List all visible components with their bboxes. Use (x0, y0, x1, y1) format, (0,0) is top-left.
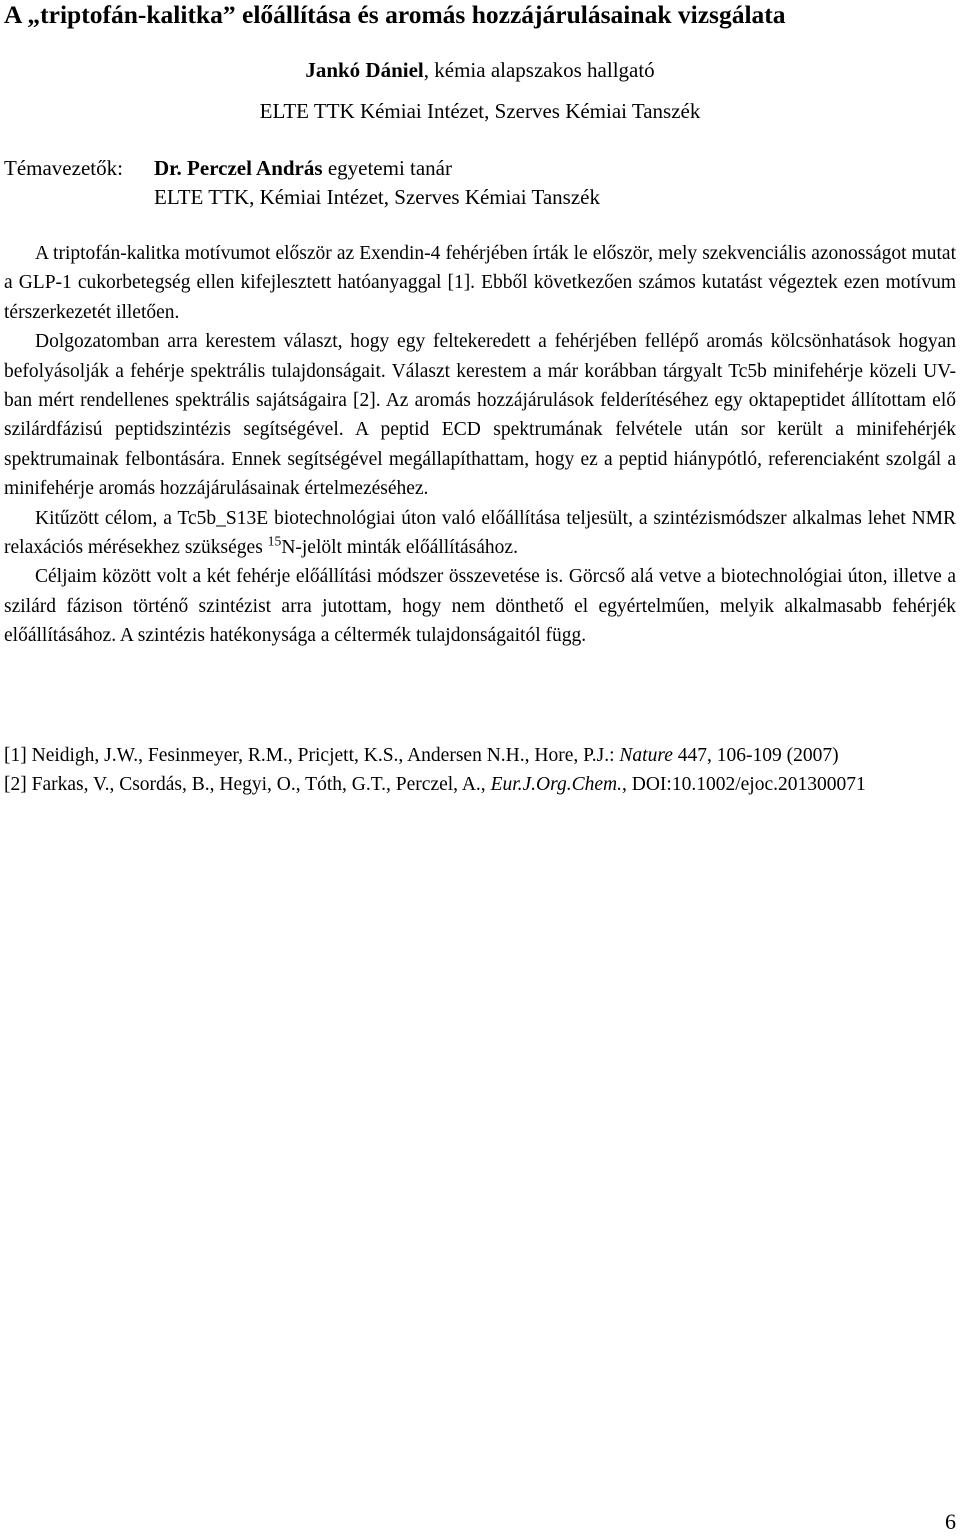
author-role: , kémia alapszakos hallgató (423, 58, 655, 82)
reference-details: , DOI:10.1002/ejoc.201300071 (622, 774, 866, 796)
paragraph-3 (4, 504, 956, 563)
author-affiliation: ELTE TTK Kémiai Intézet, Szerves Kémiai Tanszék (259, 99, 701, 123)
supervisor-name: Dr. Perczel András (154, 156, 323, 180)
author-line (0, 56, 960, 84)
paragraph-3-text-b: N-jelölt minták előállításához. (281, 537, 518, 559)
paragraph-4: Céljaim között volt a két fehérje előállítási módszer összevetése is. Görcső alá vetve a biotechnológiai úton, illetve a szilárd fázison történő szintézist arra jutottam, hogy nem dönthető el egyértelműen, melyik alkalmasabb fehérjék előállításához. A szintézis hatékonysága a céltermék tulajdonságaitól függ. (4, 566, 956, 647)
reference-authors: [1] Neidigh, J.W., Fesinmeyer, R.M., Pricjett, K.S., Andersen N.H., Hore, P.J.: (4, 745, 620, 766)
supervisor-block (154, 154, 600, 212)
paragraph-3-text-a: Kitűzött célom, a Tc5b_S13E biotechnológiai úton való előállítása teljesült, a szintézismódszer alkalmas lehet NMR relaxációs mérésekhez szükséges (4, 507, 956, 559)
document-title: A „triptofán-kalitka” előállítása és aromás hozzájárulásainak vizsgálata (4, 0, 786, 29)
supervisor-title: egyetemi tanár (322, 156, 452, 180)
paragraph-2: Dolgozatomban arra kerestem választ, hogy egy feltekeredett a fehérjében fellépő aromás kölcsönhatások hogyan befolyásolják a fehérje spektrális tulajdonságait. Választ kerestem a már korábban tárgyalt Tc5b minifehérje közeli UV-ban mért rendellenes spektrális sajátságaira [2]. Az aromás hozzájárulások felderítéséhez egy oktapeptidet állítottam elő szilárdfázisú peptidszintézis segítségével. A peptid ECD spektrumának felvétele után sor került a minifehérjék spektrumainak felbontására. Ennek segítségével megállapíthattam, hogy ez a peptid hiánypótló, referenciaként szolgál a minifehérje aromás hozzájárulásainak értelmezéséhez. (4, 331, 956, 500)
page-number: 6 (945, 1509, 956, 1534)
reference-authors: [2] Farkas, V., Csordás, B., Hegyi, O., Tóth, G.T., Perczel, A., (4, 774, 491, 796)
reference-journal: Eur.J.Org.Chem. (490, 774, 622, 796)
supervisor-line (154, 154, 600, 183)
supervisor-label: Témavezetők: (4, 156, 123, 180)
reference-details: 447, 106-109 (2007) (672, 745, 839, 766)
reference-item (4, 770, 956, 799)
supervisor-affiliation: ELTE TTK, Kémiai Intézet, Szerves Kémiai Tanszék (154, 185, 600, 209)
isotope-superscript: 15 (267, 533, 282, 549)
reference-item (4, 741, 956, 770)
reference-journal: Nature (619, 745, 673, 766)
abstract-body (4, 239, 956, 651)
paragraph-1: A triptofán-kalitka motívumot először az Exendin-4 fehérjében írták le először, mely szekvenciális azonosságot mutat a GLP-1 cukorbetegség ellen kifejlesztett hatóanyaggal [1]. Ebből következően számos kutatást végeztek ezen motívum térszerkezetét illetően. (4, 243, 956, 323)
author-name: Jankó Dániel (305, 58, 424, 82)
references (4, 741, 956, 800)
